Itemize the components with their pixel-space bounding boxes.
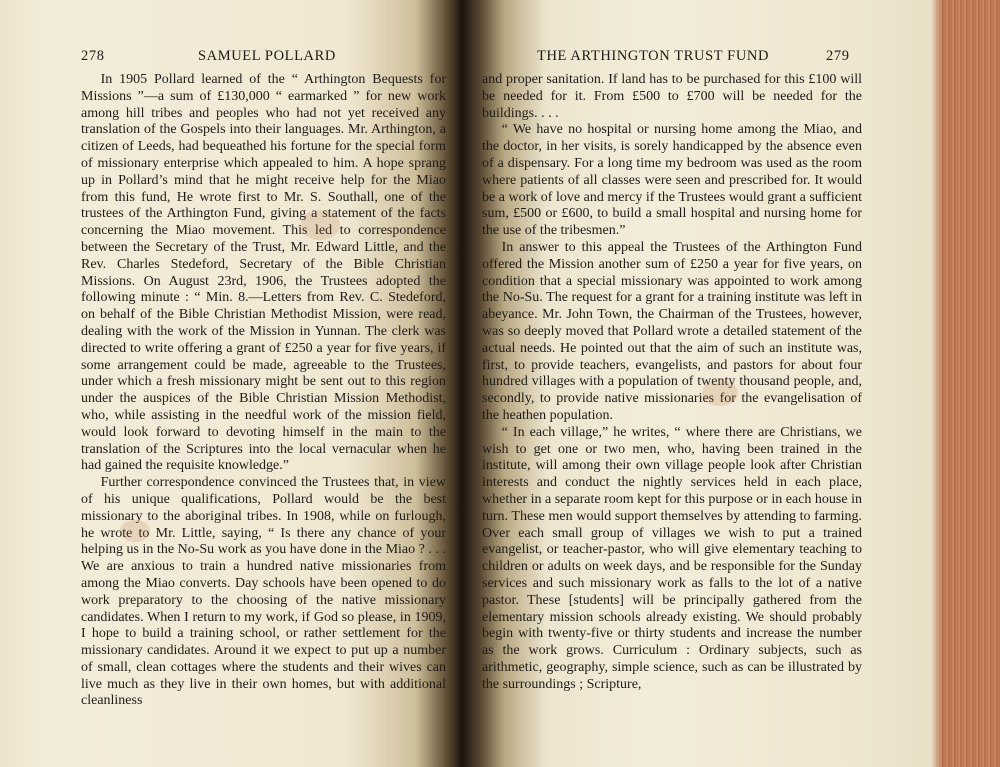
page-number: 278	[81, 48, 105, 64]
body-text	[81, 72, 446, 710]
paragraph: “ We have no hospital or nursing home among the Miao, and the doctor, in her visits, is sorely handicapped by the absence even of a dispensary. For a long time my bedroom was used as the room where patients of all classes were seen and prescribed for. It would be a work of love and mercy if the Trustees would grant a sufficient sum, £500 or £600, to build a small hospital and nursing home for the use of the tribesmen.”	[482, 122, 862, 239]
page-edges	[932, 0, 1000, 767]
running-head: THE ARTHINGTON TRUST FUND	[537, 48, 770, 64]
paragraph: Further correspondence convinced the Trustees that, in view of his unique qualifications, Pollard would be the best missionary to the aboriginal tribes. In 1908, while on furlough, he wrote to Mr. Little, saying, “ Is there any chance of your helping us in the No-Su work as you have done in the Miao ? . . . We are anxious to train a hundred native missionaries from among the Miao converts. Day schools have been opened to do work preparatory to the choosing of the native missionary candidates. When I return to my work, if God so please, in 1909, I hope to build a training school, or rather settlement for the missionary candidates. Around it we expect to put up a number of small, clean cottages where the students and their wives can live much as they live in their own homes, but with additional cleanliness	[81, 475, 446, 709]
paragraph: In 1905 Pollard learned of the “ Arthington Bequests for Missions ”—a sum of £130,000 “ earmarked ” for new work among hill tribes and peoples who had not yet received any translation of the Gospels into their languages. Mr. Arthington, a citizen of Leeds, had bequeathed his fortune for the special form of missionary enterprise which appealed to him. A hope sprang up in Pollard’s mind that he might receive help for the Miao from this fund, He wrote first to Mr. S. Southall, one of the trustees of the Arthington Fund, giving a statement of the facts concerning the Miao movement. This led to correspondence between the Secretary of the Trust, Mr. Edward Little, and the Rev. Charles Stedeford, Secretary of the Bible Christian Missions. On August 23rd, 1906, the Trustees adopted the following minute : “ Min. 8.—Letters from Rev. C. Stedeford, on behalf of the Bible Christian Methodist Mission, were read, dealing with the work of the Mission in Yunnan. The clerk was directed to write offering a grant of £250 a year for five years, if some arrangement could be made, agreeable to the Trustees, under which a fresh missionary might be sent out to this region under the auspices of the Bible Christian Mission Methodist, who, while assisting in the needful work of the mission field, would look forward to devoting himself in the main to the translation of the Scriptures into the local vernacular when he had gained the requisite knowledge.”	[81, 72, 446, 474]
paragraph: and proper sanitation. If land has to be purchased for this £100 will be needed for it. From £500 to £700 will be needed for the buildings. . . .	[482, 72, 862, 121]
right-page	[462, 0, 932, 767]
page-number: 279	[826, 48, 850, 64]
body-text	[482, 72, 862, 693]
left-page	[0, 0, 462, 767]
paragraph: In answer to this appeal the Trustees of the Arthington Fund offered the Mission another sum of £250 a year for five years, on condition that a special missionary was appointed to work among the No-Su. The request for a grant for a training institute was left in abeyance. Mr. John Town, the Chairman of the Trustees, however, was so deeply moved that Pollard wrote a detailed statement of the actual needs. He pointed out that the aim of such an institute was, first, to provide teachers, evangelists, and pastors for about four hundred villages with a population of twenty thousand people, and, secondly, to provide native missionaries for the evangelisation of the heathen population.	[482, 239, 862, 423]
running-head: SAMUEL POLLARD	[198, 48, 336, 64]
paragraph: “ In each village,” he writes, “ where there are Christians, we wish to get one or two men, who, having been trained in the institute, will among their own village people look after Christian interests and conduct the nightly services held in each place, whether in a separate room kept for this purpose or in each house in turn. These men would support themselves by attending to farming. Over each small group of villages we wish to put a trained evangelist, or teacher-pastor, who will give elementary teaching to children or adults on week days, and be responsible for the Sunday services and such missionary work as falls to the lot of a native pastor. These [students] will be principally gathered from the elementary mission schools already existing. We should probably begin with twenty-five or thirty students and increase the number as the work grows. Curriculum : Ordinary subjects, such as arithmetic, geography, simple science, such as can be illustrated by the surroundings ; Scripture,	[482, 424, 862, 692]
